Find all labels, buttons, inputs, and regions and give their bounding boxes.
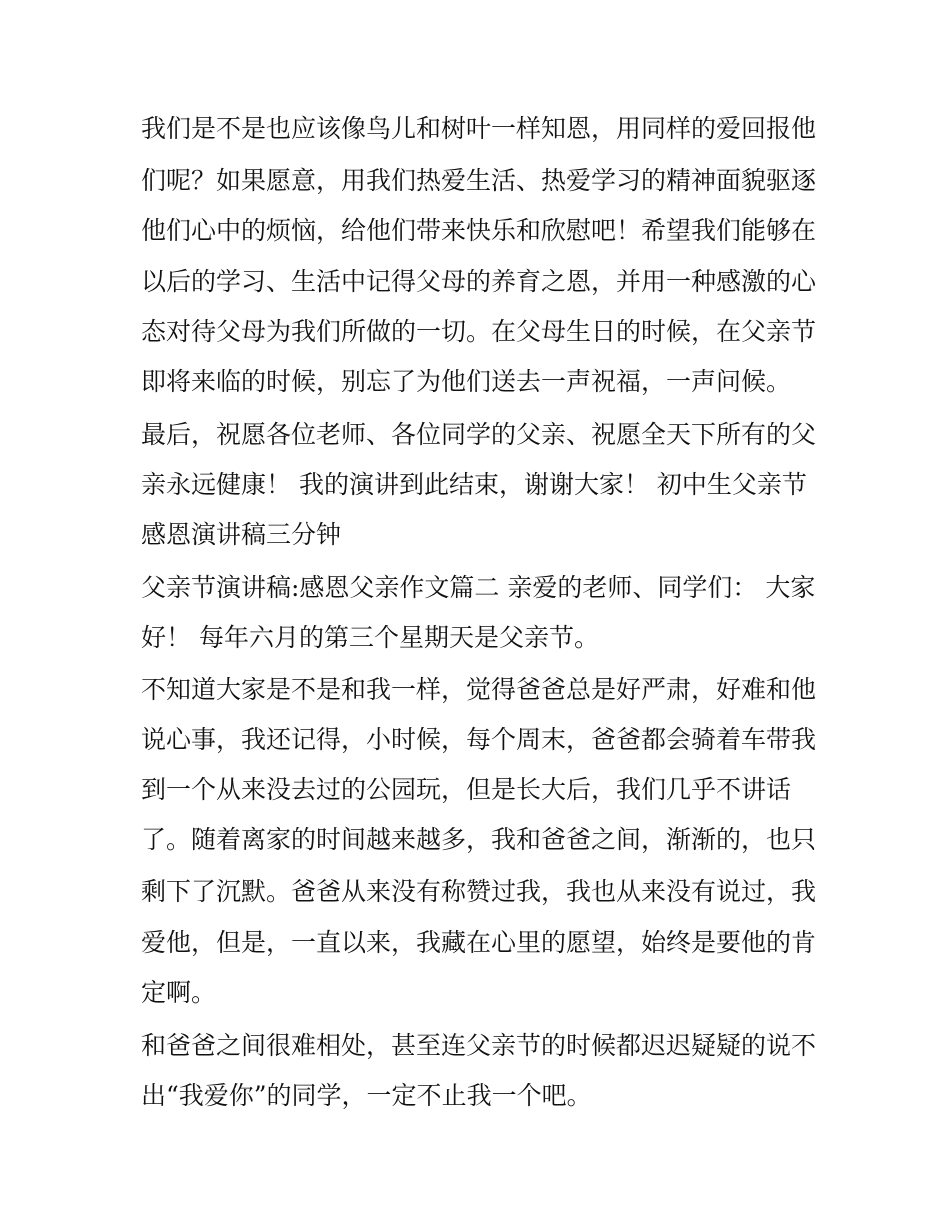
text-line: 他们心中的烦恼，给他们带来快乐和欣慰吧！希望我们能够在 (141, 216, 817, 245)
text-line: 父亲节演讲稿:感恩父亲作文篇二 亲爱的老师、同学们： 大家 (141, 573, 816, 602)
text-line: 剩下了沉默。爸爸从来没有称赞过我，我也从来没有说过，我 (141, 877, 817, 906)
text-line: 了。随着离家的时间越来越多，我和爸爸之间，渐渐的，也只 (141, 825, 817, 854)
text-line: 到一个从来没去过的公园玩，但是长大后，我们几乎不讲话 (141, 775, 792, 804)
text-line: 定啊。 (141, 978, 217, 1007)
text-line: 我们是不是也应该像鸟儿和树叶一样知恩，用同样的爱回报他 (141, 114, 817, 143)
text-line: 出“我爱你”的同学，一定不止我一个吧。 (141, 1081, 592, 1110)
text-line: 好！ 每年六月的第三个星期天是父亲节。 (141, 623, 599, 652)
text-line: 说心事，我还记得，小时候，每个周末，爸爸都会骑着车带我 (141, 725, 817, 754)
text-line: 亲永远健康！ 我的演讲到此结束，谢谢大家！ 初中生父亲节 (141, 470, 807, 499)
text-line: 以后的学习、生活中记得父母的养育之恩，并用一种感激的心 (141, 267, 817, 296)
text-line: 最后，祝愿各位老师、各位同学的父亲、祝愿全天下所有的父 (141, 420, 817, 449)
text-line: 们呢？如果愿意，用我们热爱生活、热爱学习的精神面貌驱逐 (141, 166, 817, 195)
text-line: 和爸爸之间很难相处，甚至连父亲节的时候都迟迟疑疑的说不 (141, 1031, 817, 1060)
text-line: 爱他，但是，一直以来，我藏在心里的愿望，始终是要他的肯 (141, 928, 817, 957)
text-line: 态对待父母为我们所做的一切。在父母生日的时候，在父亲节 (141, 317, 817, 346)
text-line: 不知道大家是不是和我一样，觉得爸爸总是好严肃，好难和他 (141, 675, 817, 704)
text-line: 即将来临的时候，别忘了为他们送去一声祝福，一声问候。 (141, 367, 792, 396)
text-line: 感恩演讲稿三分钟 (141, 520, 342, 549)
